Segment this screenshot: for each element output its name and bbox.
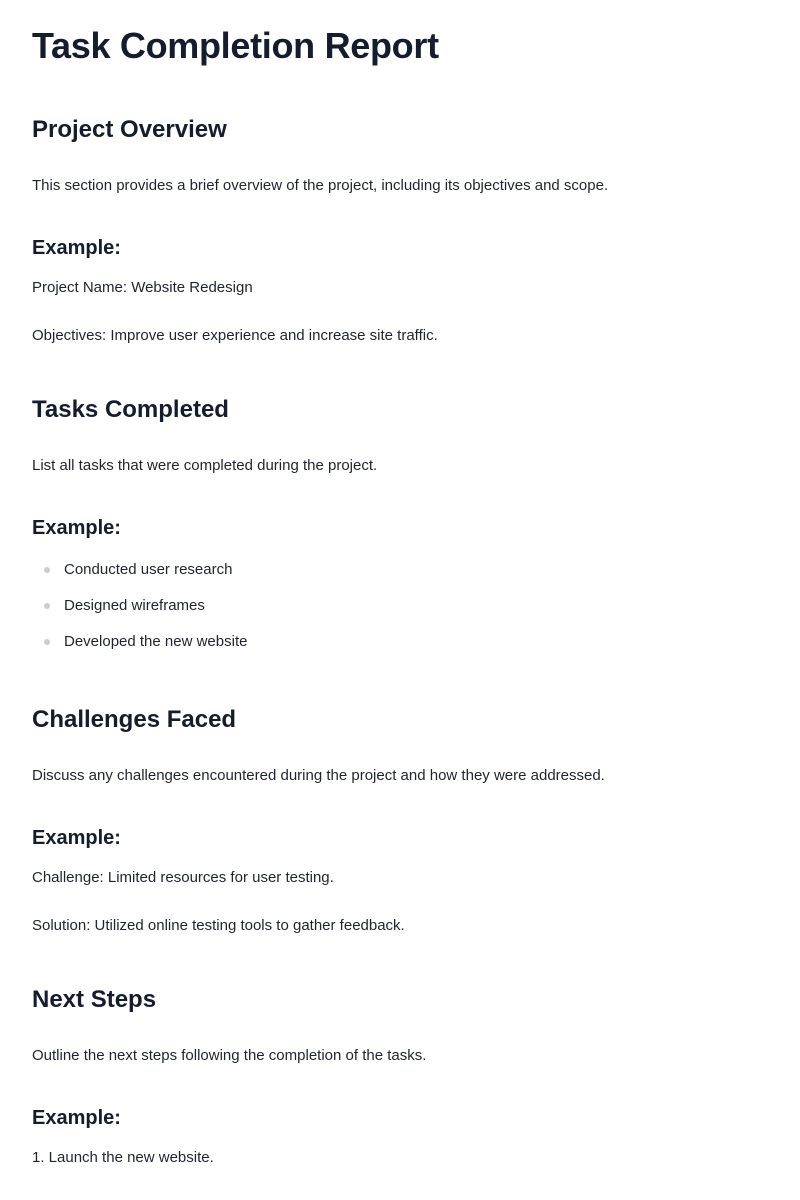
section-tasks-completed xyxy=(32,396,768,668)
example-line: Challenge: Limited resources for user testing. xyxy=(32,869,334,886)
list-item-text: Designed wireframes xyxy=(64,597,205,614)
section-heading: Challenges Faced xyxy=(32,706,237,733)
section-next-steps xyxy=(32,986,768,1168)
example-heading: Example: xyxy=(32,517,121,539)
bullet-icon xyxy=(44,567,50,573)
list-item-text: Conducted user research xyxy=(64,561,233,578)
example-line: Project Name: Website Redesign xyxy=(32,279,253,296)
section-heading: Next Steps xyxy=(32,986,157,1013)
example-line: Solution: Utilized online testing tools to gather feedback. xyxy=(32,917,405,934)
example-heading: Example: xyxy=(32,827,121,849)
section-challenges-faced xyxy=(32,706,768,936)
list-item xyxy=(32,560,768,596)
page-title: Task Completion Report xyxy=(32,25,439,66)
section-description: Outline the next steps following the completion of the tasks. xyxy=(32,1047,427,1064)
list-item xyxy=(32,596,768,632)
section-description: Discuss any challenges encountered during the project and how they were addressed. xyxy=(32,767,605,784)
example-line: 1. Launch the new website. xyxy=(32,1149,214,1166)
section-heading: Tasks Completed xyxy=(32,396,229,423)
section-project-overview xyxy=(32,116,768,346)
example-heading: Example: xyxy=(32,237,121,259)
example-heading: Example: xyxy=(32,1107,121,1129)
list-item-text: Developed the new website xyxy=(64,633,248,650)
section-heading: Project Overview xyxy=(32,116,227,143)
list-item xyxy=(32,632,768,668)
task-list xyxy=(32,560,768,668)
section-description: List all tasks that were completed during the project. xyxy=(32,457,378,474)
bullet-icon xyxy=(44,639,50,645)
example-line: Objectives: Improve user experience and increase site traffic. xyxy=(32,327,438,344)
bullet-icon xyxy=(44,603,50,609)
section-description: This section provides a brief overview of the project, including its objectives and scope. xyxy=(32,177,609,194)
